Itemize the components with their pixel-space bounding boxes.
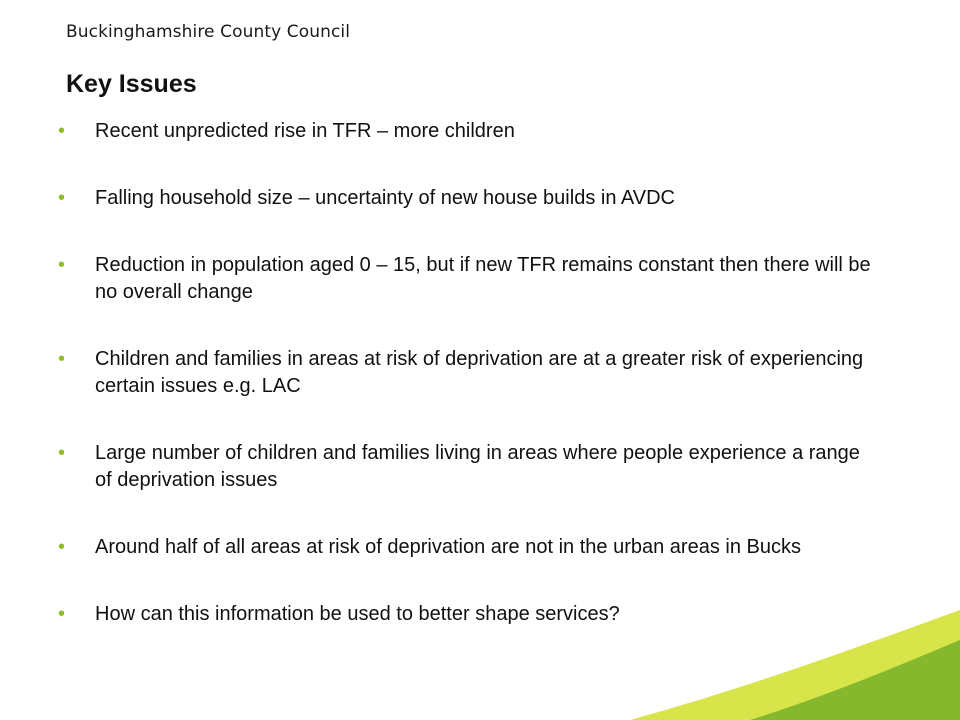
bullet-text: Large number of children and families living in areas where people experience a range of deprivation issues xyxy=(95,442,860,491)
bullet-item xyxy=(58,346,878,400)
bullet-text: Children and families in areas at risk of deprivation are at a greater risk of experiencing certain issues e.g. LAC xyxy=(95,348,864,397)
bullet-list xyxy=(58,118,878,668)
bullet-icon: • xyxy=(58,536,66,558)
bullet-icon: • xyxy=(58,603,66,625)
bullet-text: How can this information be used to better shape services? xyxy=(95,603,620,625)
bullet-icon: • xyxy=(58,348,66,370)
decorative-swoosh xyxy=(630,610,960,720)
bullet-icon: • xyxy=(58,120,66,142)
bullet-text: Around half of all areas at risk of deprivation are not in the urban areas in Bucks xyxy=(95,536,801,558)
bullet-text: Recent unpredicted rise in TFR – more children xyxy=(95,120,515,142)
bullet-item xyxy=(58,185,878,212)
bullet-text: Reduction in population aged 0 – 15, but if new TFR remains constant then there will be no overall change xyxy=(95,254,871,303)
bullet-item xyxy=(58,440,878,494)
bullet-text: Falling household size – uncertainty of new house builds in AVDC xyxy=(95,187,675,209)
bullet-item xyxy=(58,118,878,145)
bullet-icon: • xyxy=(58,442,66,464)
bullet-icon: • xyxy=(58,187,66,209)
bullet-item xyxy=(58,252,878,306)
organization-name: Buckinghamshire County Council xyxy=(66,22,351,42)
slide-title: Key Issues xyxy=(66,70,197,98)
bullet-item xyxy=(58,534,878,561)
bullet-icon: • xyxy=(58,254,66,276)
